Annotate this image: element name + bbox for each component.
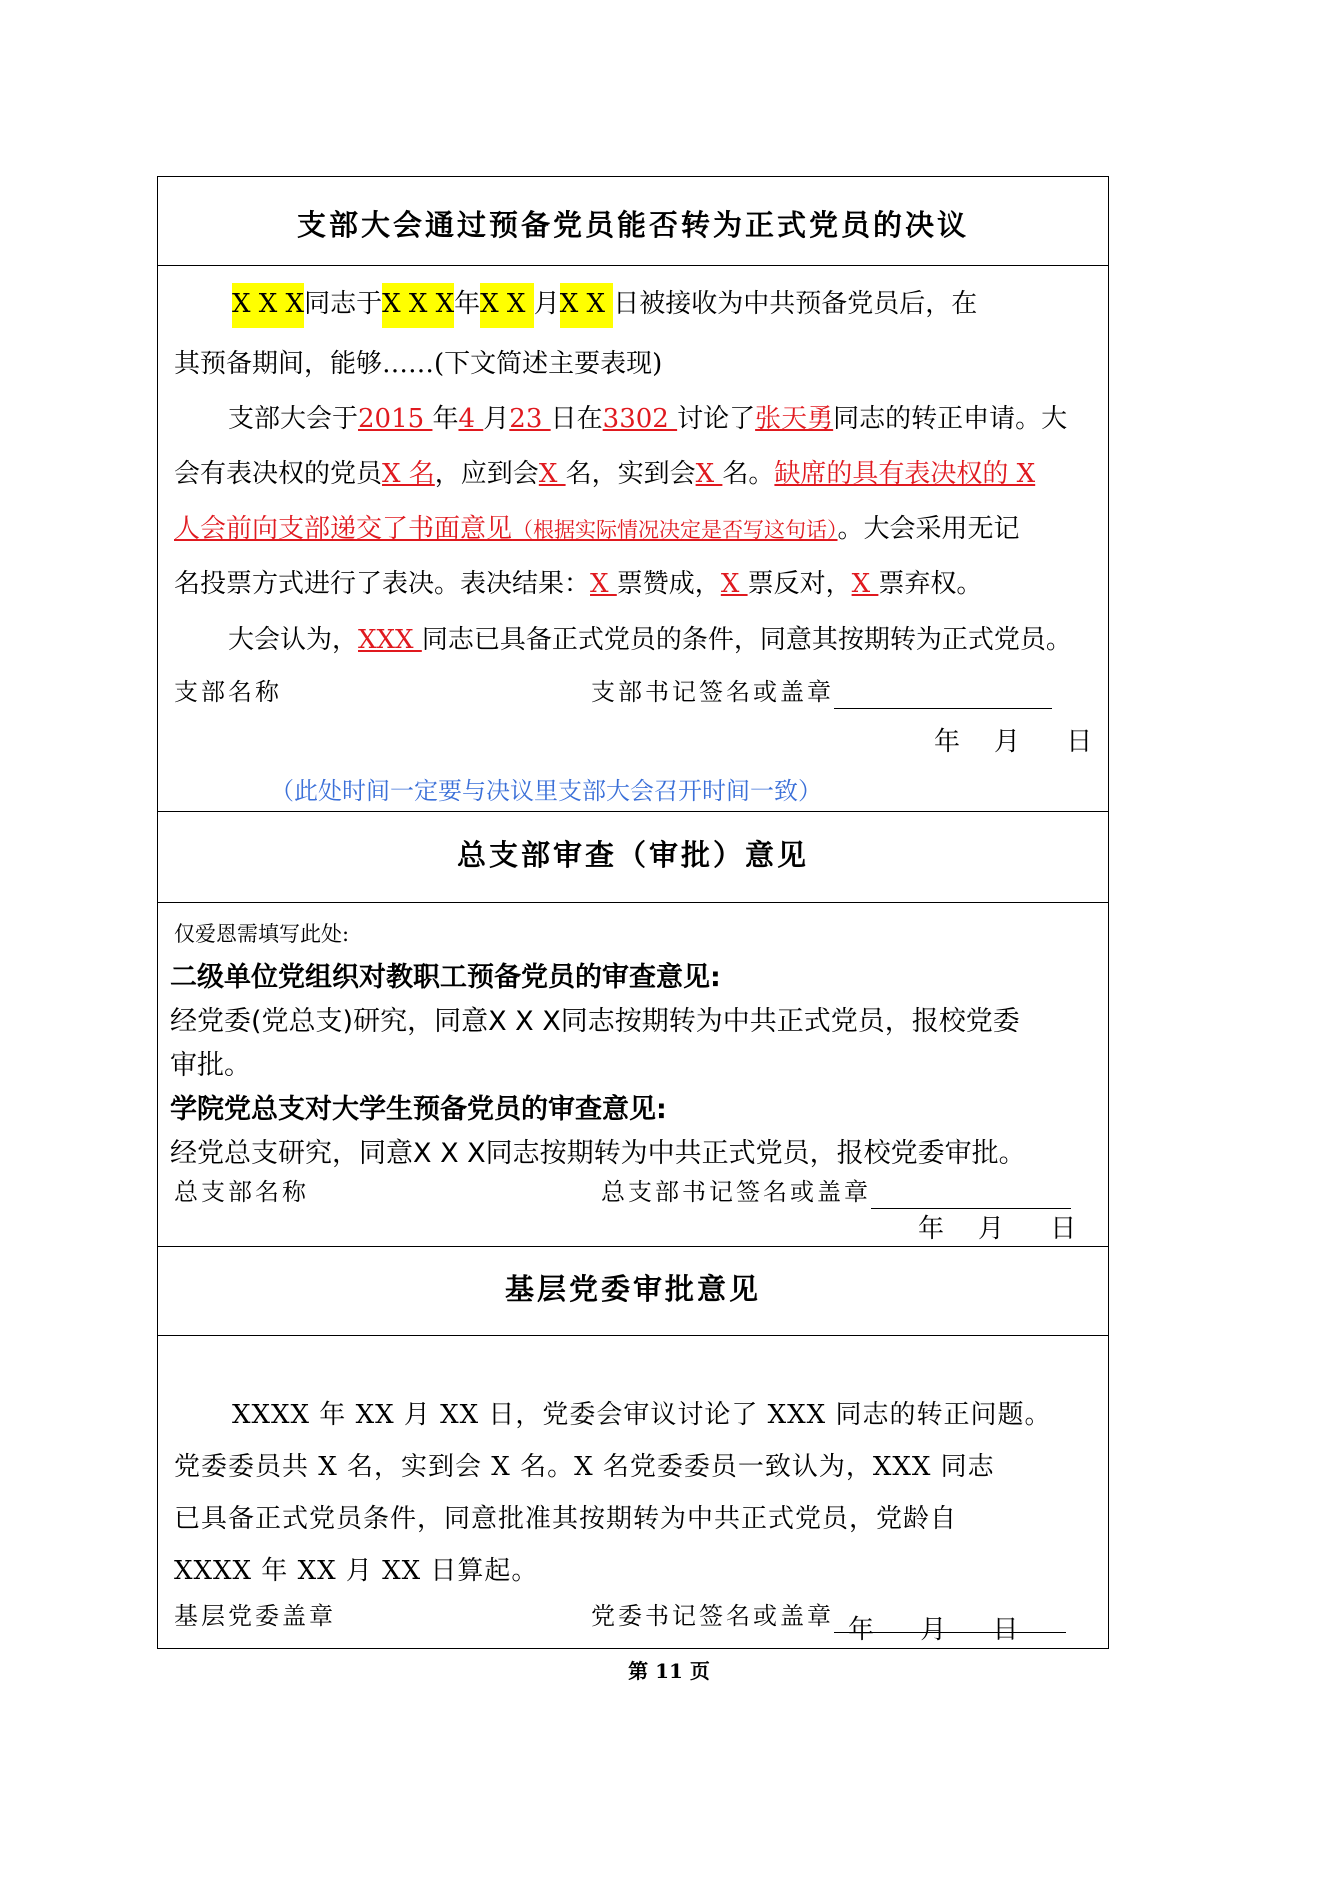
section1-note: （此处时间一定要与决议里支部大会召开时间一致） [270,777,822,805]
section3-title: 基层党委审批意见 [504,1272,761,1306]
meeting-day: 23 [509,404,551,434]
month-placeholder: X X [480,283,534,328]
resolution-table [157,176,1109,1649]
branch-secretary-signature: 支部书记签名或盖章 [591,675,1052,709]
section2-staff-line1: 经党委(党总支)研究，同意X X X同志按期转为中共正式党员，报校党委 [170,1006,1020,1037]
name-placeholder: X X X [232,283,304,328]
meeting-room: 3302 [602,404,678,434]
section2-title: 总支部审查（审批）意见 [456,838,809,872]
signature-line [834,682,1052,709]
general-branch-name-label: 总支部名称 [174,1178,309,1206]
section1-paragraph2-line3: 人会前向支部递交了书面意见（根据实际情况决定是否写这句话）。大会采用无记 [174,514,1020,544]
divider [158,811,1108,812]
meeting-month: 4 [458,404,484,434]
section3-line4: XXXX 年 XX 月 XX 日算起。 [174,1556,539,1586]
section1-paragraph1-line2: 其预备期间，能够……(下文简述主要表现) [174,349,663,379]
section3-line1: XXXX 年 XX 月 XX 日，党委会审议讨论了 XXX 同志的转正问题。 [232,1400,1052,1430]
party-committee-secretary-signature: 党委书记签名或盖章 [591,1599,1066,1633]
divider [158,902,1108,903]
section1-paragraph2-line1: 支部大会于2015 年4 月23 日在3302 讨论了张天勇同志的转正申请。大 [228,404,1068,434]
general-branch-secretary-signature: 总支部书记签名或盖章 [601,1175,1071,1209]
section1-title: 支部大会通过预备党员能否转为正式党员的决议 [296,208,969,242]
divider [158,265,1108,266]
section1-paragraph3: 大会认为，XXX 同志已具备正式党员的条件，同意其按期转为正式党员。 [228,625,1072,655]
section2-heading-staff: 二级单位党组织对教职工预备党员的审查意见: [170,962,721,993]
divider [158,1335,1108,1336]
section2-heading-student: 学院党总支对大学生预备党员的审查意见: [170,1094,667,1125]
meeting-year: 2015 [358,404,433,434]
candidate-name: 张天勇 [755,404,834,434]
party-committee-seal-label: 基层党委盖章 [174,1602,336,1630]
section2-date: 年 月 日 [918,1214,1081,1244]
section2-staff-line2: 审批。 [170,1050,251,1081]
section3-line3: 已具备正式党员条件，同意批准其按期转为中共正式党员，党龄自 [174,1504,958,1534]
signature-line [871,1182,1071,1209]
day-placeholder: X X [560,283,614,328]
section2-student-line1: 经党总支研究，同意X X X同志按期转为中共正式党员，报校党委审批。 [170,1138,1026,1169]
year-placeholder: X X X [382,283,454,328]
section3-date: 年 月 日 [848,1615,1023,1645]
page-number: 第 11 页 [628,1659,710,1683]
section1-paragraph1-line1: X X X同志于X X X年X X 月X X 日被接收为中共预备党员后，在 [232,287,977,321]
section1-paragraph2-line2: 会有表决权的党员X 名，应到会X 名，实到会X 名。缺席的具有表决权的 X [174,459,1036,489]
section2-note: 仅爱恩需填写此处: [174,922,350,946]
branch-name-label: 支部名称 [174,678,282,706]
section1-date: 年 月 日 [934,727,1097,757]
section3-line2: 党委委员共 X 名，实到会 X 名。X 名党委委员一致认为，XXX 同志 [174,1452,995,1482]
divider [158,1246,1108,1247]
section1-paragraph2-line4: 名投票方式进行了表决。表决结果：X 票赞成，X 票反对，X 票弃权。 [174,569,983,599]
